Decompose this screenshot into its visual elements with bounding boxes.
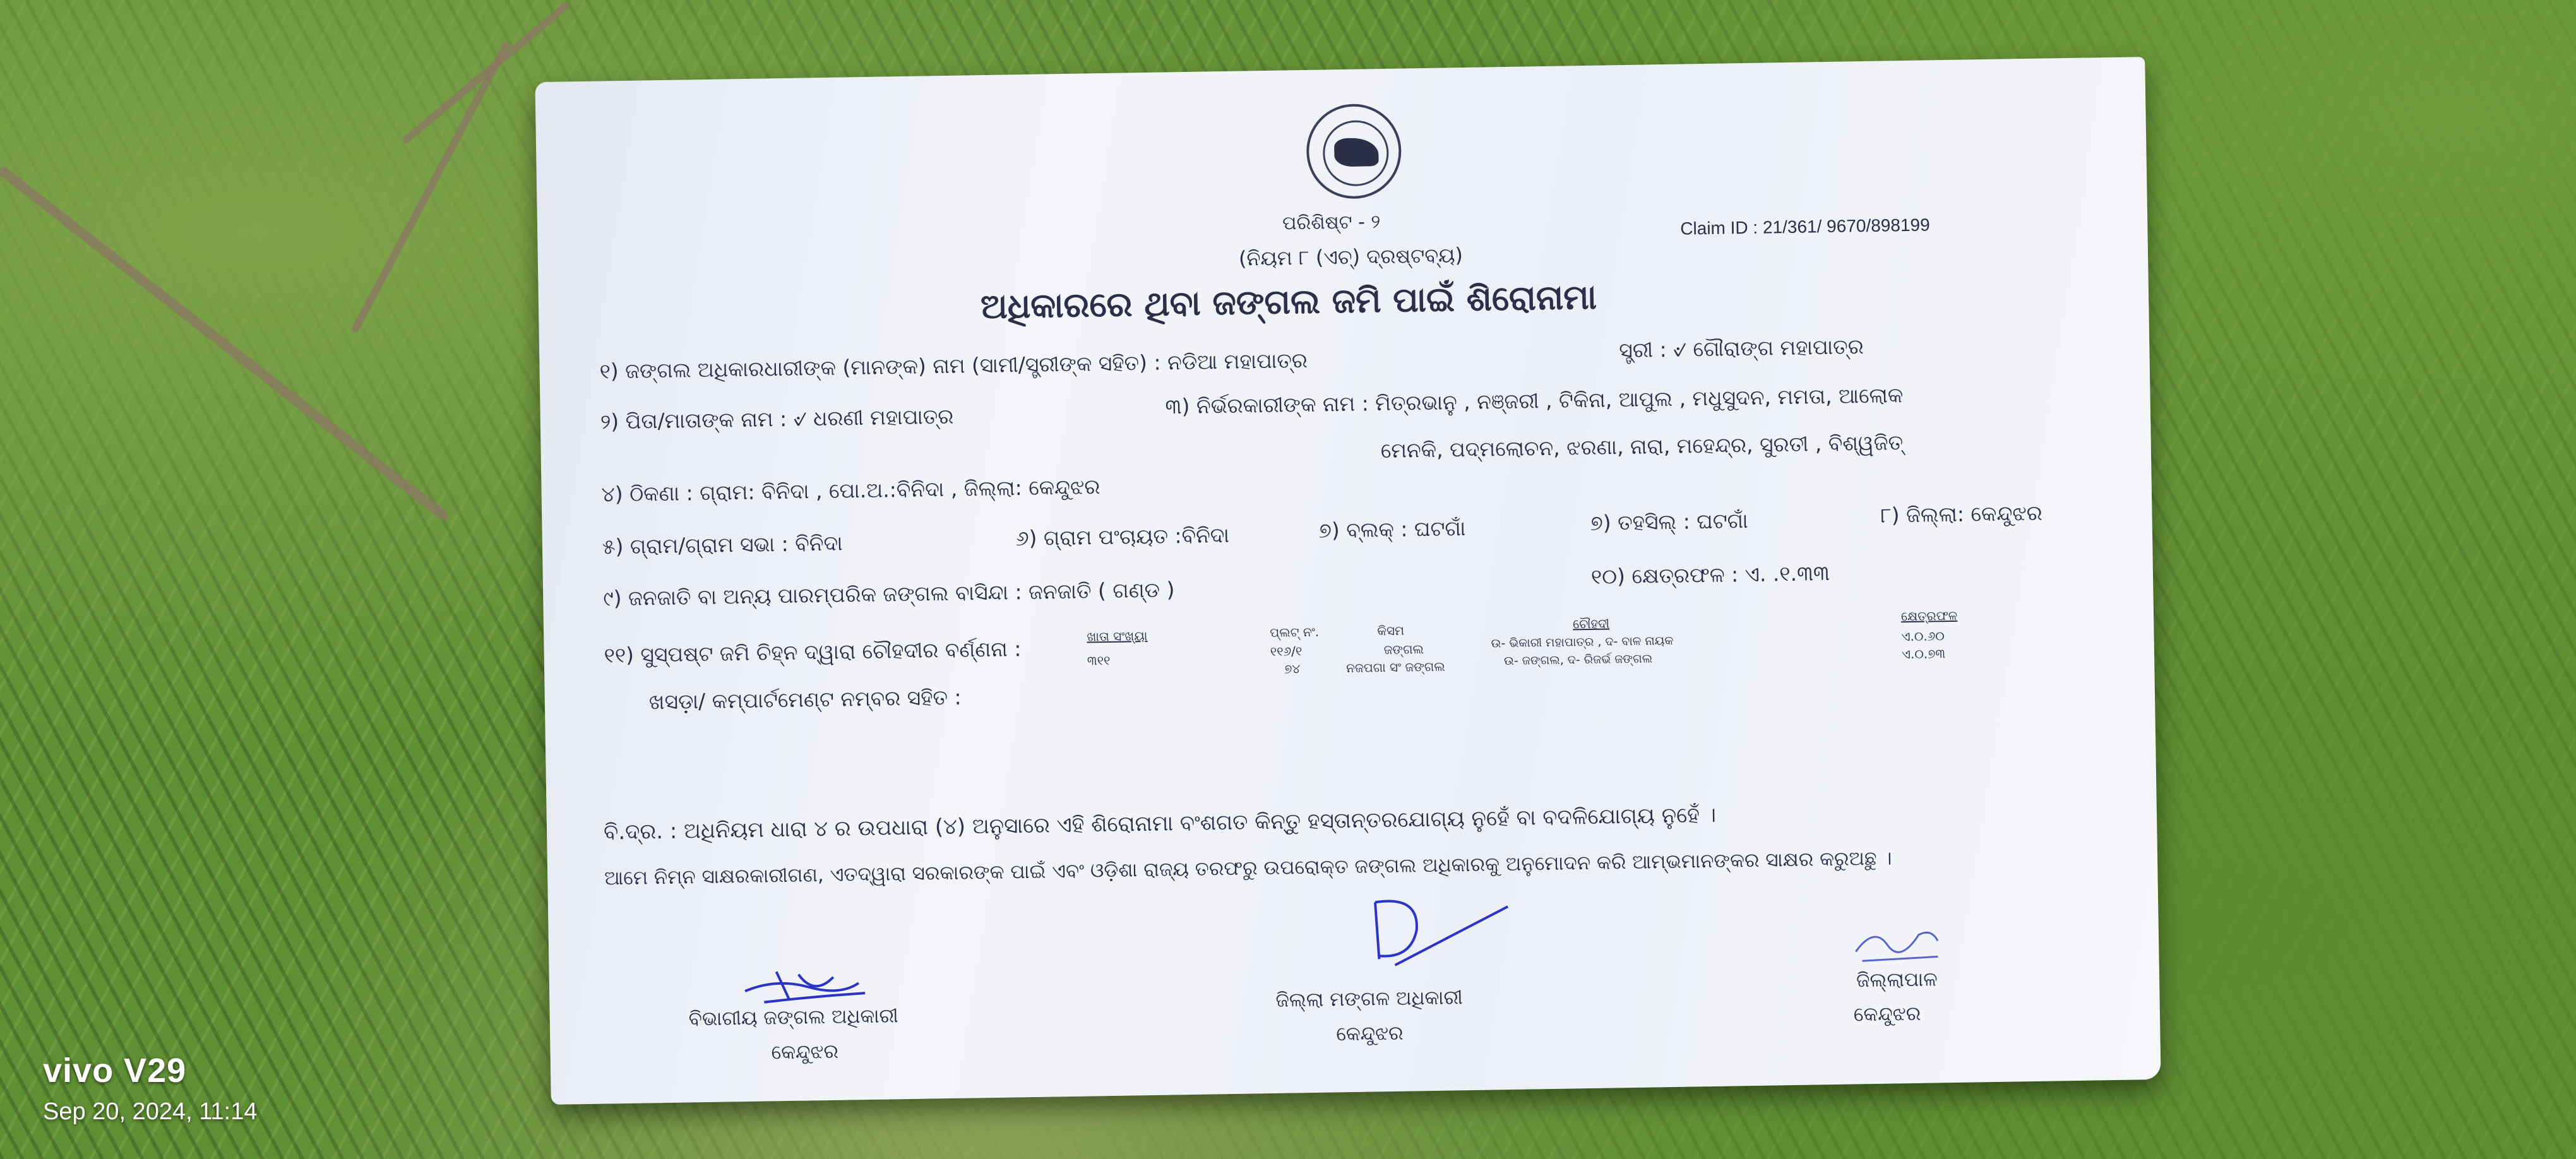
annex-label: ପରିଶିଷ୍ଟ - ୨ [1282,211,1381,235]
khata-header: ଖାତା ସଂଖ୍ୟା [1087,628,1148,645]
page-title: ଅଧିକାରରେ ଥିବା ଜଙ୍ଗଲ ଜମି ପାଇଁ ଶିରୋନାମା [980,276,1597,327]
kisam-header: କିସମ [1377,622,1405,639]
twig [0,165,451,523]
boundary-value-2: ଉ- ଜଙ୍ଗଲ, ଦ- ରିଜର୍ଭ ଜଙ୍ଗଲ [1503,651,1653,669]
signatory-place-dfo: କେନ୍ଦୁଝର [771,1040,839,1064]
signatory-title-dwo: ଜିଲ୍ଲା ମଙ୍ଗଳ ଅଧିକାରୀ [1275,986,1464,1012]
plot-header: ପ୍ଲଟ୍ ନଂ. [1270,624,1320,640]
kisam-value-1: ଜଙ୍ଗଲ [1383,641,1424,658]
rule-reference: (ନିୟମ ୮ (ଏଚ୍) ଦ୍ରଷ୍ଟବ୍ୟ) [1238,243,1464,271]
note-attestation: ଆମେ ନିମ୍ନ ସାକ୍ଷରକାରୀଗଣ, ଏତଦ୍ୱାରା ସରକାରଙ୍କ ପାଇଁ ଏବଂ ଓଡ଼ିଶା ରାଜ୍ୟ ତରଫରୁ ଉପରୋକ୍ତ ଜଙ୍ଗଲ ଅଧିକାରକୁ ଅନୁମୋଦନ କରି ଆମ୍ଭମାନଙ୍କର ସାକ୍ଷର କରୁଅଛୁ । [604,847,1892,890]
field-holder-name: ୧) ଜଙ୍ଗଲ ଅଧିକାରଧାରୀଙ୍କ (ମାନଙ୍କ) ନାମ (ସାମୀ/ସ୍ତ୍ରୀଙ୍କ ସହିତ) : ନଡିଆ ମହାପାତ୍ର [599,347,1308,384]
area-value-1: ଏ.୦.୬୦ [1901,628,1945,645]
note-nontransferable: ବି.ଦ୍ର. : ଅଧିନିୟମ ଧାରା ୪ ର ଉପଧାରା (୪) ଅନୁସାରେ ଏହି ଶିରୋନାମା ବଂଶଗତ କିନ୍ତୁ ହସ୍ତାନ୍ତରଯୋଗ୍ୟ ନୁହେଁ ବା ବଦଳିଯୋଗ୍ୟ ନୁହେଁ । [603,802,1717,845]
odisha-emblem [1306,104,1402,199]
field-parent-name: ୨) ପିତା/ମାତାଙ୍କ ନାମ : ୰ ଧରଣୀ ମହାପାତ୍ର [600,403,954,434]
boundary-value-1: ଉ- ଭିକାରୀ ମହାପାତ୍ର , ଦ- ବାଳ ନାୟକ [1491,633,1674,651]
field-district: ୮) ଜିଲ୍ଲା: କେନ୍ଦୁଝର [1880,500,2042,528]
area-value-2: ଏ.୦.୭୩ [1901,646,1946,662]
forest-title-certificate [535,57,2161,1105]
plot-value-1: ୧୧୬/୧ [1270,643,1303,659]
signatory-title-collector: ଜିଲ୍ଲାପାଳ [1856,968,1938,992]
field-dependents-cont: ମେନକି, ପଦ୍ମଲୋଚନ, ଝରଣା, ନାରା, ମହେନ୍ଦ୍ର, ସୁରତୀ , ବିଶ୍ୱଜିତ୍ [1380,430,1904,463]
signatory-place-collector: କେନ୍ଦୁଝର [1853,1002,1921,1026]
field-area: ୧୦) କ୍ଷେତ୍ରଫଳ : ଏ. .୧.୩୩ [1590,561,1830,589]
field-panchayat: ୬) ଗ୍ରାମ ପଂଚାୟତ :ବିନିଦା [1015,522,1230,551]
signature-dfo [738,951,878,1010]
khata-value: ୩୧୧ [1087,652,1111,669]
kisam-value-2: ନଜପଗା ସଂ ଜଙ୍ଗଲ [1345,658,1445,676]
field-dependents: ୩) ନିର୍ଭରକାରୀଙ୍କ ନାମ : ମିତ୍ରଭାନୁ , ନଞ୍ଜରୀ , ଟିକିନା, ଆପୁଲ , ମଧୁସୁଦନ, ମମତା, ଆଲୋକ [1165,383,1904,419]
signature-dwo [1350,888,1515,978]
field-block: ୭) ବ୍ଲକ୍ : ଘଟଗାଁ [1318,516,1466,543]
field-compartment-label: ଖସଡ଼ା/ କମ୍ପାର୍ଟମେଣ୍ଟ ନମ୍ବର ସହିତ : [648,684,962,715]
boundary-header: ଚୌହଦୀ [1572,615,1610,632]
field-boundary-label: ୧୧) ସୁସ୍ପଷ୍ଟ ଜମି ଚିହ୍ନ ଦ୍ୱାରା ଚୌହଦୀର ବର୍ଣ୍ଣନା : [604,636,1022,668]
field-address: ୪) ଠିକଣା : ଗ୍ରାମ: ବିନିଦା , ପୋ.ଅ.:ବିନିଦା , ଜିଲ୍ଲା: କେନ୍ଦୁଝର [601,474,1100,507]
camera-model-watermark: vivo V29 [43,1052,187,1090]
signature-collector [1842,912,1950,971]
area-header: କ୍ଷେତ୍ରଫଳ [1900,607,1958,624]
claim-id: Claim ID : 21/361/ 9670/898199 [1680,215,1930,239]
twig [350,40,511,334]
field-tribe: ୯) ଜନଜାତି ବା ଅନ୍ୟ ପାରମ୍ପରିକ ଜଙ୍ଗଲ ବାସିନ୍ଦା : ଜନଜାତି ( ଗଣ୍ଡ ) [602,577,1175,611]
signatory-title-dfo: ବିଭାଗୀୟ ଜଙ୍ଗଲ ଅଧିକାରୀ [688,1004,899,1031]
field-gram-sabha: ୫) ଗ୍ରାମ/ଗ୍ରାମ ସଭା : ବିନିଦା [602,530,843,559]
camera-datetime-watermark: Sep 20, 2024, 11:14 [43,1098,258,1125]
field-tahasil: ୭) ତହସିଲ୍ : ଘଟଗାଁ [1590,508,1748,535]
field-spouse-name: ସ୍ତ୍ରୀ : ୰ ଗୌରାଙ୍ଗ ମହାପାତ୍ର [1619,334,1864,363]
signatory-place-dwo: କେନ୍ଦୁଝର [1335,1021,1404,1046]
plot-value-2: ୭୪ [1284,661,1301,677]
